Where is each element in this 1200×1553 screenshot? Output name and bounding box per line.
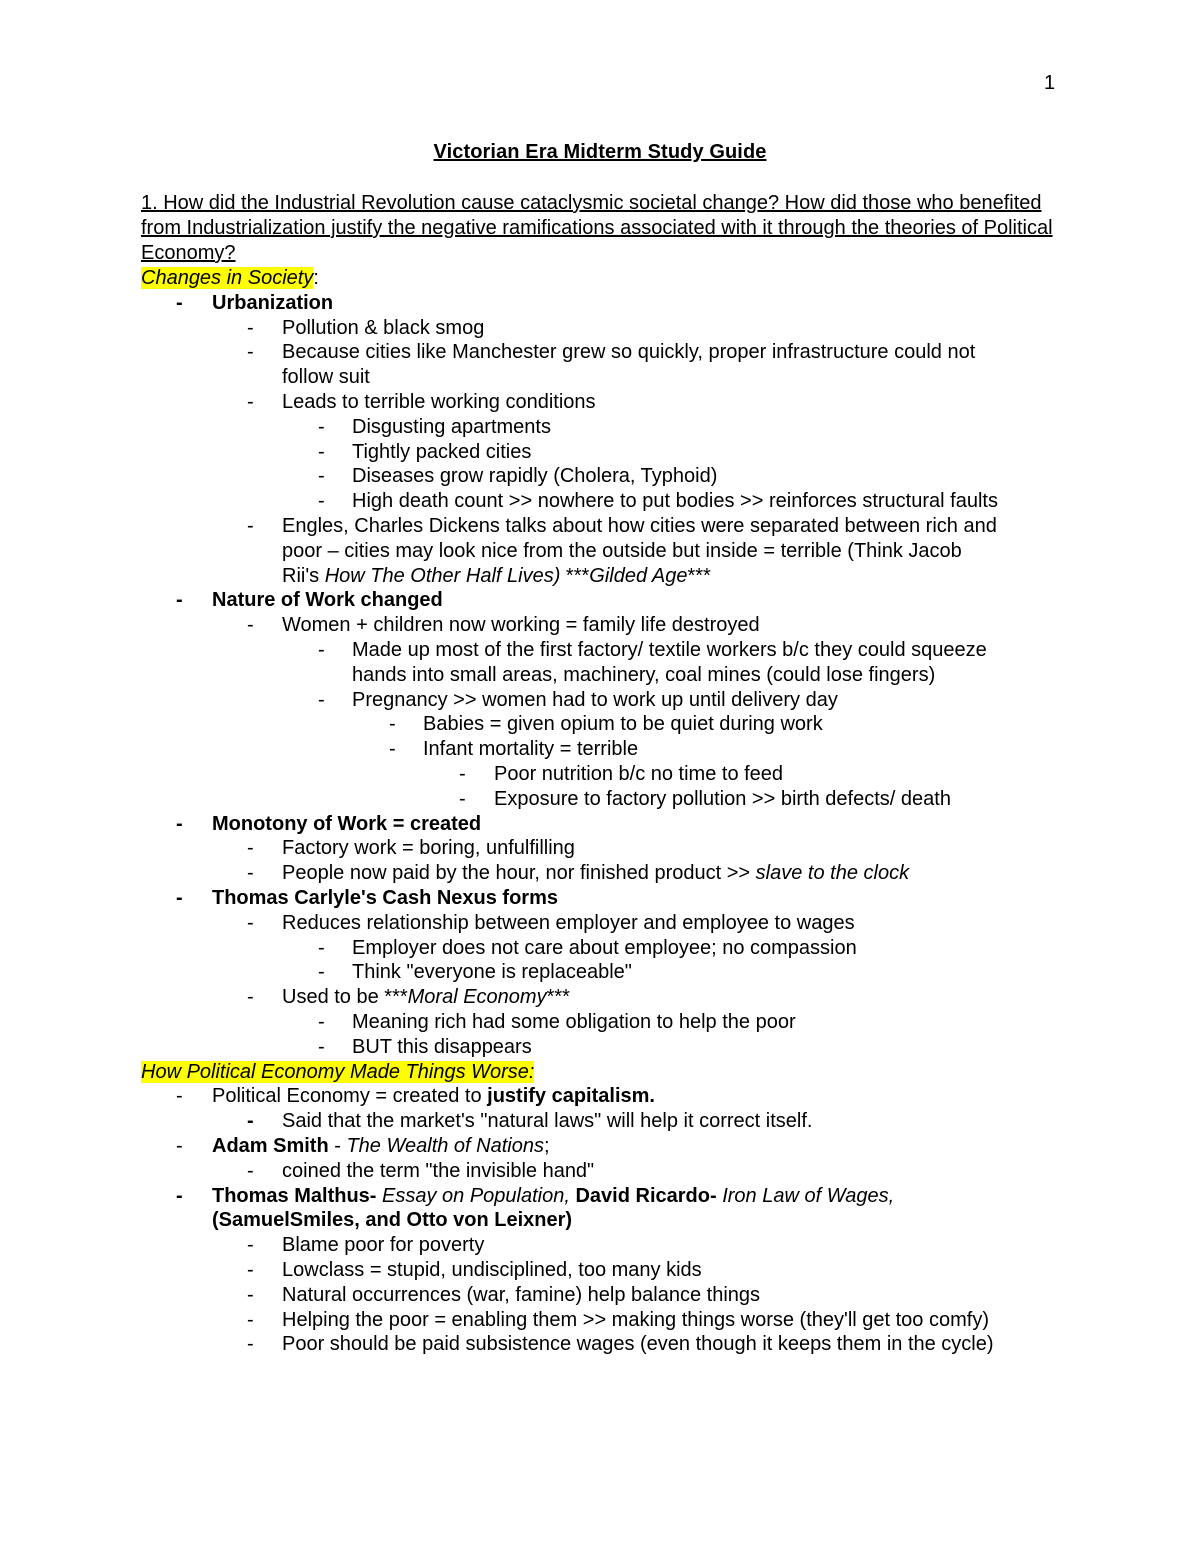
text-run: Exposure to factory pollution >> birth defects/ death <box>494 787 951 810</box>
text-run: Used to be *** <box>282 986 408 1009</box>
item-text <box>282 340 975 365</box>
text-run: Women + children now working = family life destroyed <box>282 614 760 637</box>
text-run: Poor should be paid subsistence wages (even though it keeps them in the cycle) <box>282 1333 994 1356</box>
item-text <box>212 1134 550 1159</box>
text-run: Leads to terrible working conditions <box>282 391 596 413</box>
question-prompt: 1. How did the Industrial Revolution cause cataclysmic societal change? How did those who benefited from Industrialization justify the negative ramifications associated with it through the theories of Political Economy? <box>141 192 1053 264</box>
item-text <box>352 960 632 985</box>
text-run: Think "everyone is replaceable" <box>352 961 632 984</box>
item-text <box>282 1233 484 1258</box>
item-text <box>352 464 717 489</box>
bullet-dash: - <box>176 1085 183 1108</box>
text-run: How The Other Half Lives) <box>324 564 561 587</box>
text-run: Engles, Charles Dickens talks about how cities were separated between rich and <box>282 515 997 537</box>
item-text <box>282 514 997 539</box>
text-run: Lowclass = stupid, undisciplined, too many kids <box>282 1259 702 1281</box>
item-text <box>212 588 443 613</box>
page-number: 1 <box>1044 72 1056 94</box>
text-run: follow suit <box>282 366 370 389</box>
item-text <box>212 1084 655 1109</box>
text-run: coined the term "the invisible hand" <box>282 1159 595 1182</box>
bullet-dash: - <box>247 862 254 885</box>
item-text <box>282 1308 989 1333</box>
text-run: Disgusting apartments <box>352 415 551 438</box>
bullet-dash: - <box>318 936 325 959</box>
bullet-dash: - <box>247 1110 254 1133</box>
item-text <box>282 564 711 589</box>
text-run: Nature of Work changed <box>212 589 443 612</box>
text-run: High death count >> nowhere to put bodies >> reinforces structural faults <box>352 490 998 513</box>
item-text <box>212 1184 894 1209</box>
bullet-dash: - <box>247 1159 254 1182</box>
bullet-dash: - <box>247 614 254 637</box>
text-run: People now paid by the hour, nor finished product >> <box>282 862 756 885</box>
text-run: Diseases grow rapidly (Cholera, Typhoid) <box>352 465 718 488</box>
text-run: Iron Law of Wages, <box>722 1184 895 1207</box>
bullet-dash: - <box>247 1308 254 1331</box>
document-title: Victorian Era Midterm Study Guide <box>433 141 767 163</box>
item-text <box>352 638 987 663</box>
bullet-dash: - <box>176 1135 183 1157</box>
item-text <box>282 1258 702 1283</box>
bullet-dash: - <box>247 1283 254 1306</box>
bullet-dash: - <box>318 440 325 463</box>
item-text <box>282 1283 760 1308</box>
text-run: Made up most of the first factory/ textile workers b/c they could squeeze <box>352 639 987 661</box>
text-run: Poor nutrition b/c no time to feed <box>494 763 784 785</box>
bullet-dash: - <box>176 812 183 835</box>
text-run: BUT this disappears <box>352 1035 532 1058</box>
bullet-dash: - <box>459 787 466 810</box>
text-run: *** <box>560 564 590 587</box>
text-run: Pregnancy >> women had to work up until delivery day <box>352 688 838 711</box>
item-text <box>352 1035 532 1060</box>
text-run: poor – cities may look nice from the outside but inside = terrible (Think Jacob <box>282 539 962 562</box>
bullet-dash: - <box>247 391 254 413</box>
item-text <box>282 316 484 341</box>
bullet-dash: - <box>318 1035 325 1058</box>
bullet-dash: - <box>247 515 254 537</box>
item-text <box>212 886 558 911</box>
text-run: Tightly packed cities <box>352 440 532 463</box>
item-text <box>352 1010 796 1035</box>
bullet-dash: - <box>176 291 183 314</box>
text-run: : <box>313 267 319 289</box>
text-run: The Wealth of Nations <box>346 1135 544 1157</box>
bullet-dash: - <box>318 415 325 438</box>
text-run: Employer does not care about employee; no compassion <box>352 936 857 959</box>
text-run: Meaning rich had some obligation to help the poor <box>352 1011 796 1033</box>
item-text <box>352 415 551 440</box>
text-run: Said that the market's "natural laws" will help it correct itself. <box>282 1110 813 1133</box>
bullet-dash: - <box>247 1234 254 1257</box>
item-text <box>282 365 370 390</box>
bullet-dash: - <box>318 465 325 488</box>
item-text <box>282 1109 812 1134</box>
bullet-dash: - <box>176 1184 183 1207</box>
text-run: *** <box>546 986 570 1009</box>
text-run: How Political Economy Made Things Worse: <box>141 1060 535 1083</box>
item-text <box>423 737 638 762</box>
item-text <box>494 762 783 787</box>
bullet-dash: - <box>389 738 396 761</box>
text-run: Factory work = boring, unfulfilling <box>282 837 575 860</box>
bullet-dash: - <box>176 589 183 612</box>
bullet-dash: - <box>318 1011 325 1033</box>
item-text <box>423 712 823 737</box>
bullet-dash: - <box>247 837 254 860</box>
item-text <box>494 787 951 812</box>
bullet-dash: - <box>247 1259 254 1281</box>
text-run: Babies = given opium to be quiet during work <box>423 713 823 736</box>
text-run: Helping the poor = enabling them >> making things worse (they'll get too comfy) <box>282 1308 989 1331</box>
item-text <box>352 663 935 688</box>
item-text <box>352 688 838 713</box>
text-run: justify capitalism. <box>487 1085 655 1108</box>
text-run: *** <box>687 564 711 587</box>
item-text <box>212 812 481 837</box>
bullet-dash: - <box>318 688 325 711</box>
bullet-dash: - <box>389 713 396 736</box>
text-run: Adam Smith <box>212 1135 329 1157</box>
item-text <box>282 911 855 936</box>
text-run: Thomas Malthus- <box>212 1184 383 1207</box>
item-text <box>282 861 909 886</box>
item-text <box>212 1208 572 1233</box>
text-run: Political Economy = created to <box>212 1085 488 1108</box>
item-text <box>352 440 531 465</box>
bullet-dash: - <box>247 341 254 364</box>
item-text <box>282 985 570 1010</box>
text-run: Rii's <box>282 564 325 587</box>
item-text <box>141 1060 534 1085</box>
text-run: Gilded Age <box>589 564 688 587</box>
item-text <box>282 836 575 861</box>
text-run: slave to the clock <box>755 862 910 885</box>
text-run: Reduces relationship between employer and employee to wages <box>282 911 855 934</box>
text-run: Changes in Society <box>141 267 314 289</box>
bullet-dash: - <box>318 961 325 984</box>
bullet-dash: - <box>247 986 254 1009</box>
text-run: Because cities like Manchester grew so quickly, proper infrastructure could not <box>282 341 976 364</box>
text-run: Natural occurrences (war, famine) help balance things <box>282 1283 761 1306</box>
bullet-dash: - <box>247 1333 254 1356</box>
text-run: Moral Economy <box>407 986 547 1009</box>
bullet-dash: - <box>459 763 466 785</box>
text-run: Pollution & black smog <box>282 316 485 339</box>
text-run: Thomas Carlyle's Cash Nexus forms <box>212 887 558 909</box>
item-text <box>282 613 760 638</box>
item-text <box>352 489 998 514</box>
item-text <box>282 539 962 564</box>
text-run: Urbanization <box>212 291 334 314</box>
bullet-dash: - <box>318 639 325 661</box>
item-text <box>282 1159 594 1184</box>
text-run: Blame poor for poverty <box>282 1234 485 1257</box>
item-text <box>282 1332 994 1357</box>
text-run: (SamuelSmiles, and Otto von Leixner) <box>212 1209 573 1232</box>
text-run: ; <box>543 1135 550 1157</box>
text-run: Essay on Population, <box>382 1184 570 1207</box>
text-run: Infant mortality = terrible <box>423 738 639 761</box>
text-run: Monotony of Work = created <box>212 812 482 835</box>
text-run: hands into small areas, machinery, coal mines (could lose fingers) <box>352 663 936 686</box>
item-text <box>212 291 333 316</box>
item-text <box>282 390 596 415</box>
item-text <box>141 266 319 291</box>
bullet-dash: - <box>176 887 183 909</box>
text-run: David Ricardo- <box>575 1184 723 1207</box>
bullet-dash: - <box>247 316 254 339</box>
bullet-dash: - <box>247 911 254 934</box>
item-text <box>352 936 857 961</box>
bullet-dash: - <box>318 490 325 513</box>
text-run: - <box>328 1135 347 1157</box>
